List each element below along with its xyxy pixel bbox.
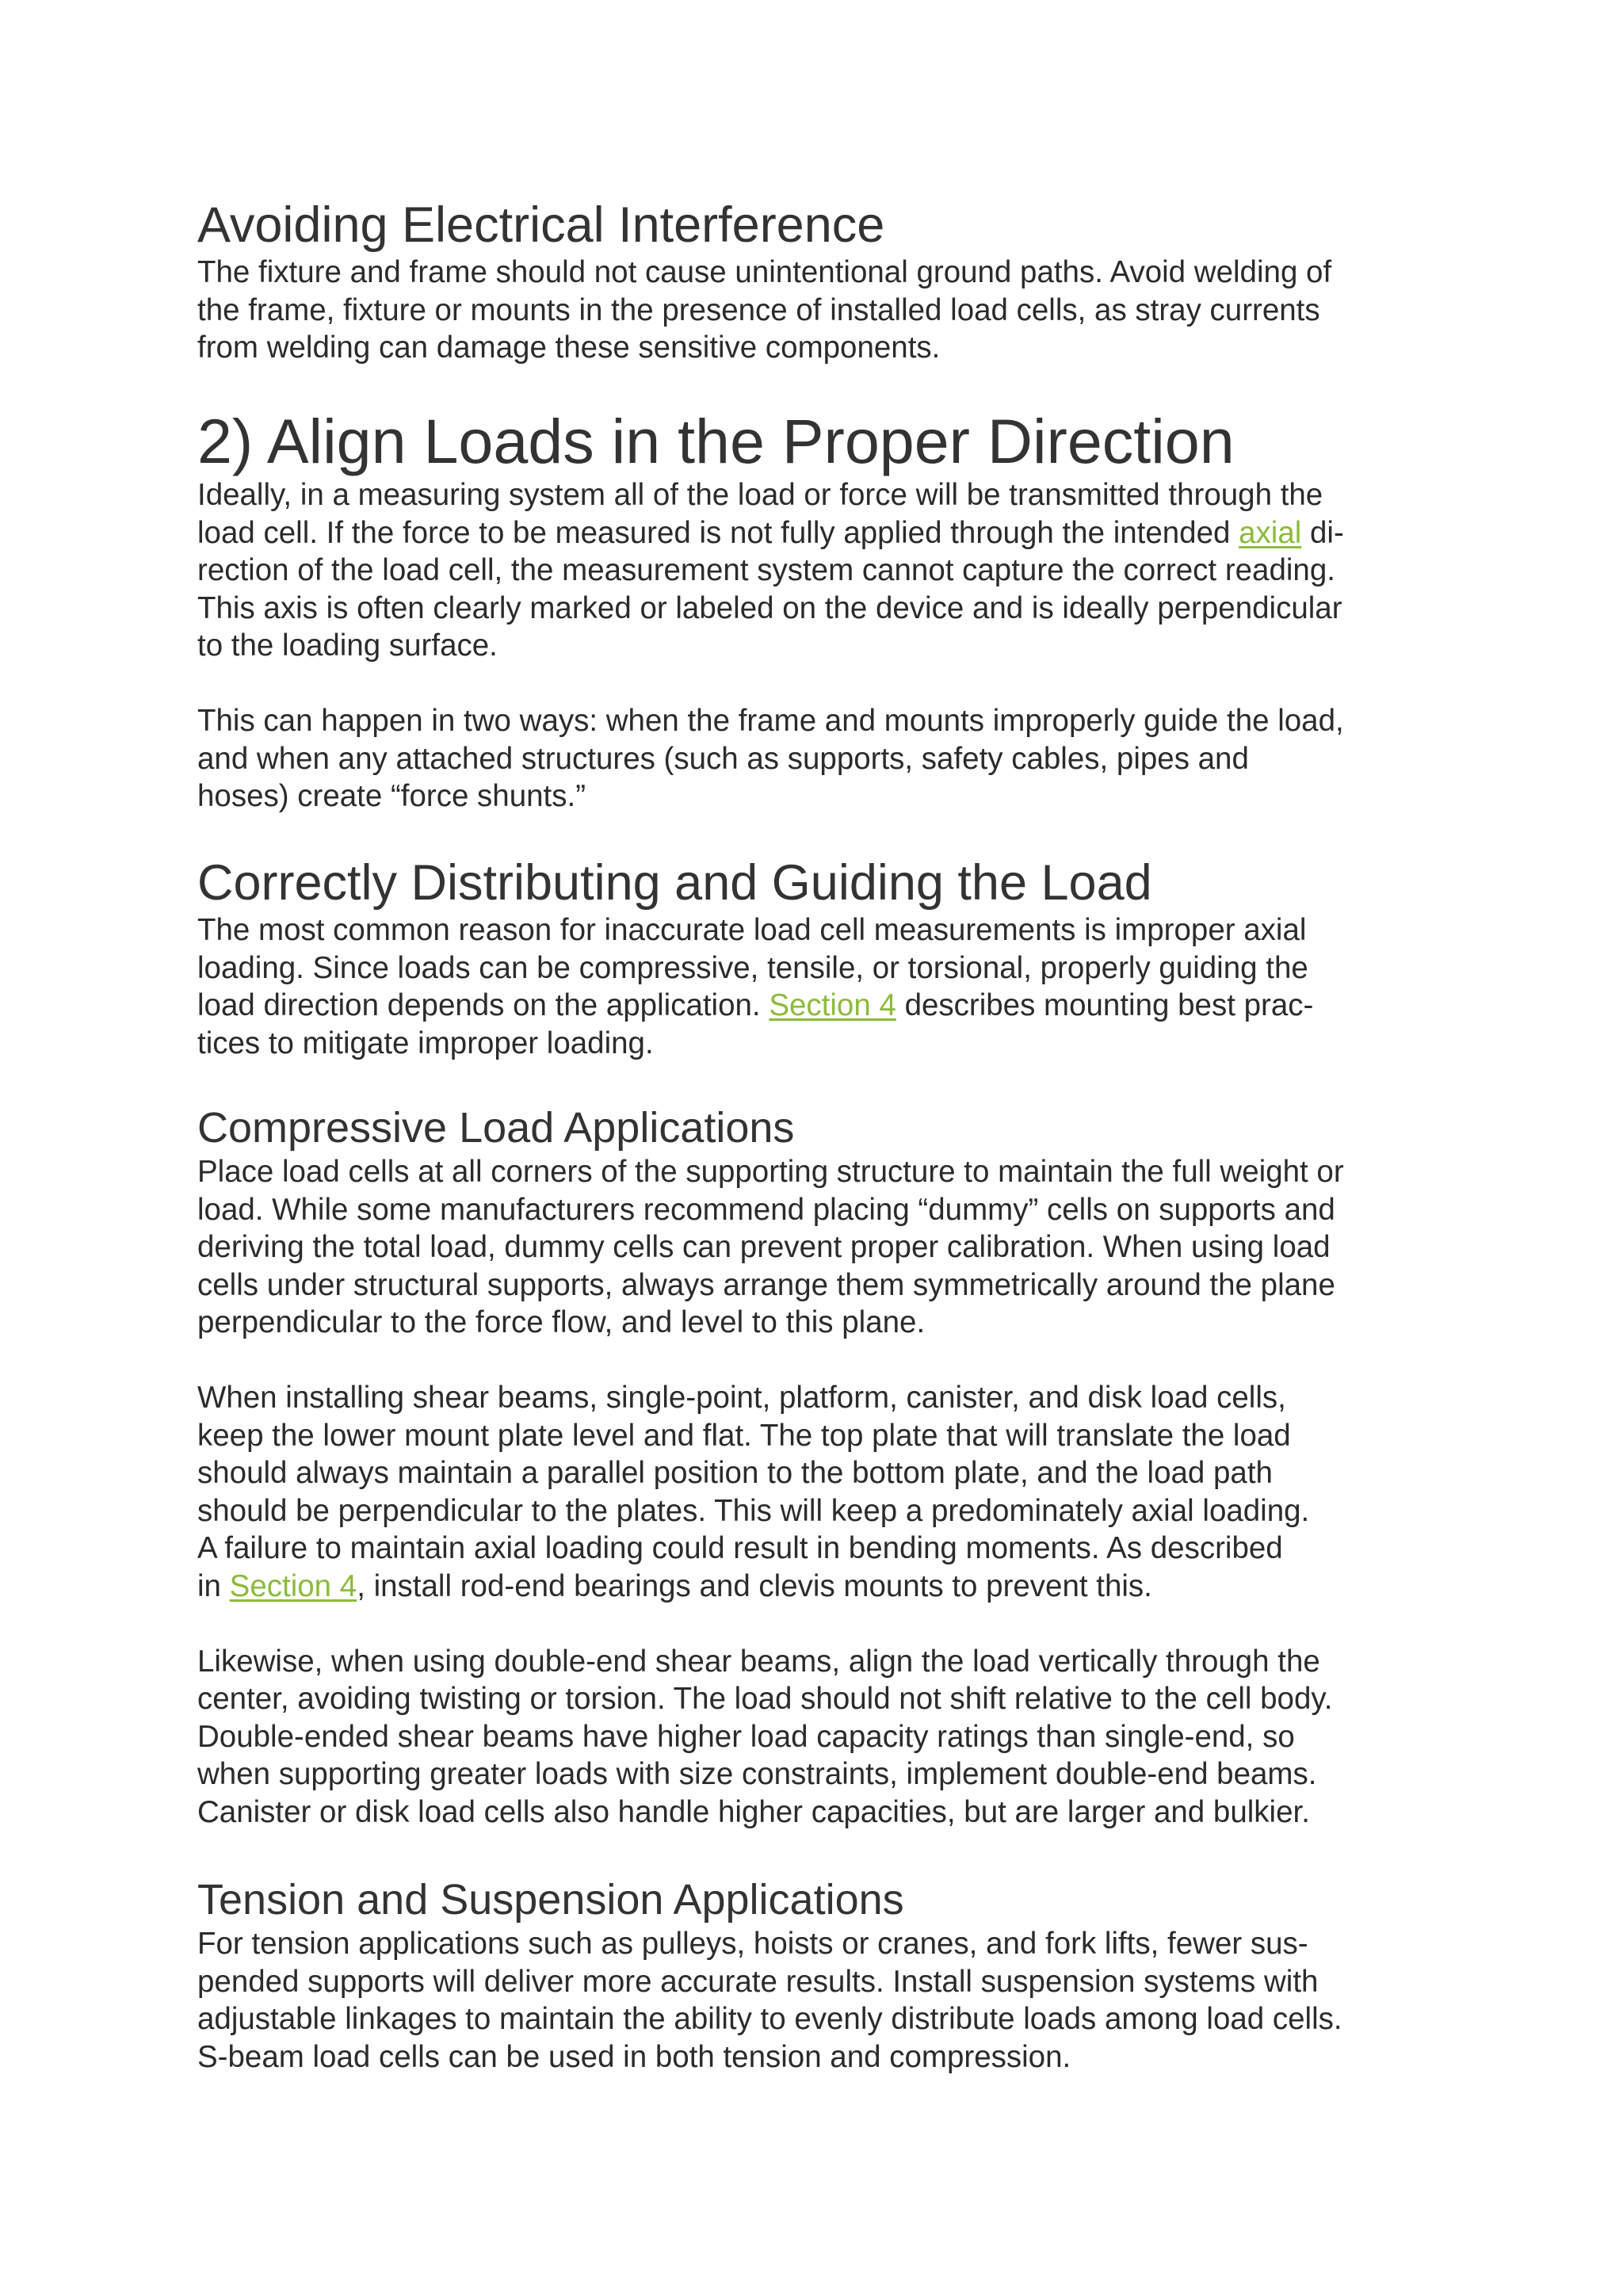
text-line: S-beam load cells can be used in both tension and compression. xyxy=(197,2039,1071,2074)
text-line: Place load cells at all corners of the supporting structure to maintain the full weight or xyxy=(197,1155,1344,1189)
text-line: For tension applications such as pulleys, hoists or cranes, and fork lifts, fewer sus- xyxy=(197,1927,1308,1961)
section-4-link[interactable]: Section 4 xyxy=(229,1568,357,1603)
text-line: keep the lower mount plate level and flat. The top plate that will translate the load xyxy=(197,1418,1291,1453)
text-line: Double-ended shear beams have higher load capacity ratings than single-end, so xyxy=(197,1719,1295,1754)
axial-link[interactable]: axial xyxy=(1239,515,1302,550)
text-line: hoses) create “force shunts.” xyxy=(197,779,586,814)
text-line xyxy=(197,987,1313,1025)
text-line: deriving the total load, dummy cells can prevent proper calibration. When using load xyxy=(197,1230,1331,1265)
text-line: should be perpendicular to the plates. This will keep a predominately axial loading. xyxy=(197,1493,1310,1528)
paragraph-compressive-3 xyxy=(197,1643,1344,1832)
text-line: when supporting greater loads with size constraints, implement double-end beams. xyxy=(197,1757,1317,1792)
text-line: loading. Since loads can be compressive, tensile, or torsional, properly guiding the xyxy=(197,950,1308,985)
text-line: and when any attached structures (such as supports, safety cables, pipes and xyxy=(197,741,1249,776)
text-line: A failure to maintain axial loading could result in bending moments. As described xyxy=(197,1531,1283,1566)
section-tension-suspension xyxy=(197,1874,1342,2076)
text-fragment: , install rod-end bearings and clevis mounts to prevent this. xyxy=(357,1568,1152,1603)
text-line: rection of the load cell, the measurement system cannot capture the correct reading. xyxy=(197,553,1335,588)
text-line: from welding can damage these sensitive components. xyxy=(197,330,941,365)
heading-tension-suspension-applications: Tension and Suspension Applications xyxy=(197,1876,904,1924)
text-line: This axis is often clearly marked or labeled on the device and is ideally perpendicular xyxy=(197,590,1342,625)
heading-align-loads: 2) Align Loads in the Proper Direction xyxy=(197,406,1235,476)
section-compressive-load xyxy=(197,1102,1344,1832)
section-4-link[interactable]: Section 4 xyxy=(769,988,896,1023)
paragraph-align-loads-2 xyxy=(197,702,1344,816)
heading-compressive-load-applications: Compressive Load Applications xyxy=(197,1104,795,1152)
text-line: the frame, fixture or mounts in the presence of installed load cells, as stray currents xyxy=(197,292,1320,327)
text-line xyxy=(197,1568,1344,1606)
text-line xyxy=(197,514,1344,552)
text-fragment: describes mounting best prac- xyxy=(896,988,1314,1023)
text-line: pended supports will deliver more accurate results. Install suspension systems with xyxy=(197,1964,1319,1999)
section-align-loads xyxy=(197,407,1344,816)
text-line: The fixture and frame should not cause unintentional ground paths. Avoid welding of xyxy=(197,255,1332,289)
text-line: center, avoiding twisting or torsion. The load should not shift relative to the cell body. xyxy=(197,1682,1333,1717)
text-line: Ideally, in a measuring system all of the load or force will be transmitted through the xyxy=(197,478,1323,512)
text-line: load. While some manufacturers recommend placing “dummy” cells on supports and xyxy=(197,1192,1335,1227)
text-fragment: load cell. If the force to be measured is not fully applied through the intended xyxy=(197,515,1239,550)
text-line: perpendicular to the force flow, and level to this plane. xyxy=(197,1305,926,1340)
section-distributing-load xyxy=(197,854,1313,1062)
text-fragment: load direction depends on the application. xyxy=(197,988,769,1023)
text-line: cells under structural supports, always arrange them symmetrically around the plane xyxy=(197,1267,1335,1302)
text-line: This can happen in two ways: when the frame and mounts improperly guide the load, xyxy=(197,703,1344,738)
text-line: should always maintain a parallel position to the bottom plate, and the load path xyxy=(197,1456,1273,1491)
paragraph-tension-suspension xyxy=(197,1925,1342,2076)
paragraph-electrical-interference xyxy=(197,254,1331,367)
text-line: adjustable linkages to maintain the ability to evenly distribute loads among load cells. xyxy=(197,2002,1342,2037)
paragraph-distributing-load xyxy=(197,911,1313,1062)
text-line: Likewise, when using double-end shear beams, align the load vertically through the xyxy=(197,1644,1320,1679)
section-electrical-interference xyxy=(197,197,1331,367)
heading-avoiding-electrical-interference: Avoiding Electrical Interference xyxy=(197,197,885,253)
text-line: The most common reason for inaccurate load cell measurements is improper axial xyxy=(197,913,1307,947)
text-line: to the loading surface. xyxy=(197,628,498,663)
text-line: When installing shear beams, single-point, platform, canister, and disk load cells, xyxy=(197,1380,1286,1415)
text-fragment: di- xyxy=(1301,515,1344,550)
paragraph-align-loads-1 xyxy=(197,476,1344,665)
paragraph-compressive-2 xyxy=(197,1379,1344,1606)
heading-correctly-distributing: Correctly Distributing and Guiding the Load xyxy=(197,855,1152,911)
text-line: tices to mitigate improper loading. xyxy=(197,1026,654,1060)
paragraph-compressive-1 xyxy=(197,1153,1344,1342)
text-line: Canister or disk load cells also handle higher capacities, but are larger and bulkier. xyxy=(197,1794,1310,1829)
text-fragment: in xyxy=(197,1568,230,1603)
